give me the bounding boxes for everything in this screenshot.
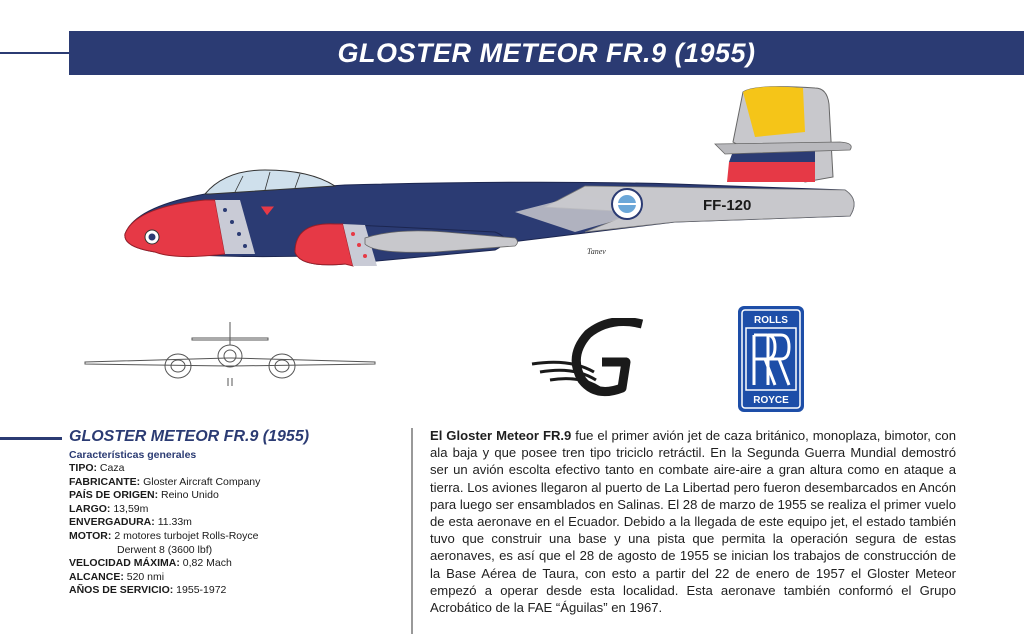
description-text: fue el primer avión jet de caza británico, monoplaza, bimotor, con ala baja y que posee tren tipo triciclo retráctil. En la Segunda Guerra Mundial demostró ser un avión escolta efectivo tanto en combate aire-aire a gran altura como en ataque a tierra. Los aviones llegaron al puerto de La Libertad pero fueron desembarcados en Ancón para luego ser ensamblados en Salinas. El 28 de marzo de 1955 se realiza el primer vuelo de esta aeronave en el Ecuador. Debido a la llegada de este equipo jet, el estado también tuvo que construir una base y una pista que permita la operación segura de estas aeronaves, es así que el 28 de agosto de 1955 se inician los trabajos de construcción de la Base Aérea de Taura, con esto a partir del 22 de enero de 1957 el Gloster Meteor empezó a operar desde esta localidad. Esta aeronave también conformó el Grupo Acrobático de la FAE “Águilas” en 1967. — [430, 428, 956, 616]
description-lead: El Gloster Meteor FR.9 — [430, 428, 572, 443]
spec-row-country: PAÍS DE ORIGEN: Reino Unido — [69, 489, 219, 502]
rr-logo-bottom-text: ROYCE — [753, 395, 789, 406]
aircraft-serial: FF-120 — [703, 197, 752, 214]
spec-row-type: TIPO: Caza — [69, 462, 125, 474]
specs-title: GLOSTER METEOR FR.9 (1955) — [69, 428, 310, 445]
spec-row-wingspan: ENVERGADURA: 11.33m — [69, 516, 192, 529]
tail-flag-red — [727, 162, 815, 182]
gloster-logo — [530, 318, 655, 400]
title-banner — [69, 31, 1024, 75]
spec-row-max-speed: VELOCIDAD MÁXIMA: 0,82 Mach — [69, 557, 232, 570]
aircraft-profile-illustration — [115, 82, 860, 282]
aircraft-front-view-drawing — [80, 318, 380, 388]
top-accent-rule — [0, 52, 70, 54]
spec-row-length: LARGO: 13,59m — [69, 502, 149, 515]
column-divider — [411, 428, 413, 634]
specs-accent-rule — [0, 437, 62, 440]
specs-list — [69, 462, 399, 598]
description-paragraph — [430, 427, 956, 616]
page-title: GLOSTER METEOR FR.9 (1955) — [337, 37, 756, 68]
rolls-royce-logo — [737, 305, 805, 413]
spec-row-service-years: AÑOS DE SERVICIO: 1955-1972 — [69, 584, 227, 597]
specs-subtitle: Características generales — [69, 449, 197, 461]
spec-row-engine: MOTOR: 2 motores turbojet Rolls-Royce Derwent 8 (3600 lbf) — [69, 529, 259, 556]
red-nose — [125, 200, 225, 257]
artist-signature: Tanev — [587, 247, 606, 256]
spec-row-manufacturer: FABRICANTE: Gloster Aircraft Company — [69, 475, 261, 488]
unit-roundel — [612, 189, 642, 219]
rr-logo-top-text: ROLLS — [754, 315, 788, 326]
spec-row-range: ALCANCE: 520 nmi — [69, 570, 165, 583]
